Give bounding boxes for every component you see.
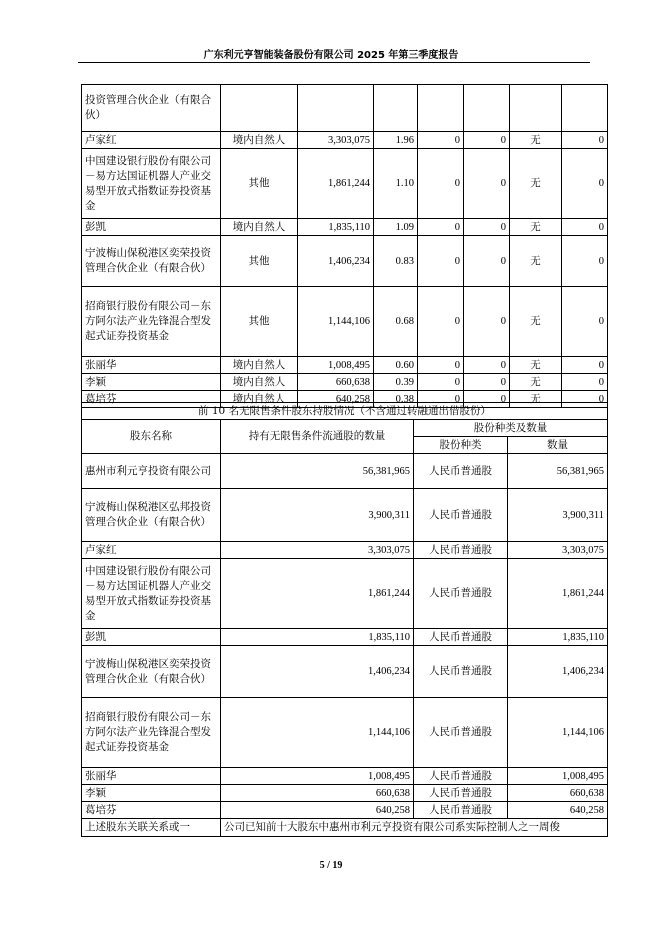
shareholder-nature: 其他 — [221, 287, 298, 357]
unrestricted-qty: 56,381,965 — [221, 454, 414, 489]
relation-row — [82, 819, 608, 837]
shareholder-name: 张丽华 — [82, 768, 221, 785]
pledge-count: 0 — [562, 357, 608, 374]
holding-percent: 1.10 — [374, 149, 418, 219]
table-title: 前 10 名无限售条件股东持股情况（不含通过转融通出借股份） — [82, 403, 608, 420]
pledged-shares: 0 — [464, 149, 510, 219]
col-header-class: 股份种类 — [414, 437, 508, 454]
shareholder-name: 招商银行股份有限公司－东方阿尔法产业先锋混合型发起式证券投资基金 — [82, 698, 221, 768]
shareholder-name: 中国建设银行股份有限公司－易方达国证机器人产业交易型开放式指数证券投资基金 — [82, 559, 221, 629]
share-class: 人民币普通股 — [414, 629, 508, 646]
pledge-count: 0 — [562, 132, 608, 149]
shares-held: 1,861,244 — [298, 149, 374, 219]
shareholder-nature: 境内自然人 — [221, 132, 298, 149]
pledge-count: 0 — [562, 287, 608, 357]
pledge-status: 无 — [510, 391, 562, 408]
header-rule — [78, 62, 590, 63]
share-amount: 3,303,075 — [508, 542, 608, 559]
shareholder-name: 宁波梅山保税港区奕荣投资管理合伙企业（有限合伙） — [82, 236, 221, 287]
unrestricted-qty: 660,638 — [221, 785, 414, 802]
unrestricted-qty: 640,258 — [221, 802, 414, 819]
share-class: 人民币普通股 — [414, 802, 508, 819]
shareholder-nature: 其他 — [221, 236, 298, 287]
pledge-status: 无 — [510, 357, 562, 374]
share-amount: 3,900,311 — [508, 489, 608, 542]
table-row — [82, 542, 608, 559]
shares-held: 660,638 — [298, 374, 374, 391]
holding-percent: 0.38 — [374, 391, 418, 408]
shareholder-name: 彭凯 — [82, 219, 221, 236]
unrestricted-qty: 1,144,106 — [221, 698, 414, 768]
restricted-shares: 0 — [418, 357, 464, 374]
shares-held: 1,835,110 — [298, 219, 374, 236]
pledged-shares: 0 — [464, 374, 510, 391]
share-class: 人民币普通股 — [414, 489, 508, 542]
pledge-count: 0 — [562, 391, 608, 408]
share-class: 人民币普通股 — [414, 785, 508, 802]
restricted-shares: 0 — [418, 149, 464, 219]
shareholder-name: 宁波梅山保税港区奕荣投资管理合伙企业（有限合伙） — [82, 646, 221, 698]
share-class: 人民币普通股 — [414, 698, 508, 768]
share-class: 人民币普通股 — [414, 542, 508, 559]
shareholder-name: 宁波梅山保税港区弘邦投资管理合伙企业（有限合伙） — [82, 489, 221, 542]
holding-percent: 0.39 — [374, 374, 418, 391]
shareholder-nature — [221, 85, 298, 132]
table-row — [82, 374, 608, 391]
table-row — [82, 357, 608, 374]
shareholder-name: 投资管理合伙企业（有限合伙） — [82, 85, 221, 132]
page-number: 5 / 19 — [319, 860, 343, 871]
holding-percent: 0.83 — [374, 236, 418, 287]
pledge-count: 0 — [562, 149, 608, 219]
pledge-count: 0 — [562, 374, 608, 391]
table-row — [82, 132, 608, 149]
shareholder-name: 卢家红 — [82, 542, 221, 559]
shareholder-name: 葛培芬 — [82, 802, 221, 819]
shares-held: 1,406,234 — [298, 236, 374, 287]
unrestricted-qty: 3,900,311 — [221, 489, 414, 542]
share-amount: 1,861,244 — [508, 559, 608, 629]
share-amount: 56,381,965 — [508, 454, 608, 489]
restricted-shares: 0 — [418, 236, 464, 287]
col-header-amount: 数量 — [508, 437, 608, 454]
share-amount: 640,258 — [508, 802, 608, 819]
restricted-shares: 0 — [418, 374, 464, 391]
shares-held: 640,258 — [298, 391, 374, 408]
shareholder-nature: 境内自然人 — [221, 391, 298, 408]
shareholder-nature: 境内自然人 — [221, 219, 298, 236]
share-amount: 660,638 — [508, 785, 608, 802]
unrestricted-qty: 1,008,495 — [221, 768, 414, 785]
table-row — [82, 85, 608, 132]
col-header-qty: 持有无限售条件流通股的数量 — [221, 420, 414, 454]
pledge-status: 无 — [510, 374, 562, 391]
shareholder-name: 卢家红 — [82, 132, 221, 149]
restricted-shares: 0 — [418, 391, 464, 408]
table-row — [82, 646, 608, 698]
pledged-shares: 0 — [464, 287, 510, 357]
table-row — [82, 768, 608, 785]
share-class: 人民币普通股 — [414, 454, 508, 489]
restricted-shares: 0 — [418, 132, 464, 149]
holding-percent: 0.60 — [374, 357, 418, 374]
table-row — [82, 454, 608, 489]
share-amount: 1,008,495 — [508, 768, 608, 785]
pledged-shares: 0 — [464, 236, 510, 287]
share-amount: 1,835,110 — [508, 629, 608, 646]
table-row — [82, 802, 608, 819]
page-header: 广东利元亨智能装备股份有限公司 2025 年第三季度报告 — [203, 50, 459, 61]
shareholder-name: 李颖 — [82, 785, 221, 802]
shares-held: 1,144,106 — [298, 287, 374, 357]
unrestricted-qty: 1,406,234 — [221, 646, 414, 698]
pledge-count — [562, 85, 608, 132]
holding-percent — [374, 85, 418, 132]
holding-percent: 0.68 — [374, 287, 418, 357]
shares-held: 3,303,075 — [298, 132, 374, 149]
shares-held: 1,008,495 — [298, 357, 374, 374]
pledged-shares: 0 — [464, 132, 510, 149]
table-row — [82, 149, 608, 219]
relation-label: 上述股东关联关系或一 — [82, 819, 221, 837]
pledged-shares: 0 — [464, 219, 510, 236]
table-row — [82, 287, 608, 357]
pledged-shares: 0 — [464, 357, 510, 374]
restricted-shares: 0 — [418, 219, 464, 236]
col-header-class-group: 股份种类及数量 — [414, 420, 608, 437]
table-row — [82, 785, 608, 802]
shareholder-nature: 境内自然人 — [221, 374, 298, 391]
pledge-count: 0 — [562, 236, 608, 287]
top-shareholder-table — [81, 84, 608, 408]
share-amount: 1,406,234 — [508, 646, 608, 698]
relation-text: 公司已知前十大股东中惠州市利元亨投资有限公司系实际控制人之一周俊 — [221, 819, 608, 837]
table-row — [82, 489, 608, 542]
pledge-status: 无 — [510, 219, 562, 236]
shares-held — [298, 85, 374, 132]
restricted-shares: 0 — [418, 287, 464, 357]
shareholder-nature: 其他 — [221, 149, 298, 219]
pledged-shares: 0 — [464, 391, 510, 408]
unrestricted-shareholder-table — [81, 402, 608, 837]
table-row — [82, 698, 608, 768]
restricted-shares — [418, 85, 464, 132]
shareholder-name: 张丽华 — [82, 357, 221, 374]
shareholder-name: 李颖 — [82, 374, 221, 391]
shareholder-name: 招商银行股份有限公司－东方阿尔法产业先锋混合型发起式证券投资基金 — [82, 287, 221, 357]
share-class: 人民币普通股 — [414, 559, 508, 629]
share-amount: 1,144,106 — [508, 698, 608, 768]
share-class: 人民币普通股 — [414, 646, 508, 698]
table-row — [82, 629, 608, 646]
pledge-status: 无 — [510, 132, 562, 149]
pledged-shares — [464, 85, 510, 132]
pledge-status: 无 — [510, 149, 562, 219]
shareholder-name: 彭凯 — [82, 629, 221, 646]
shareholder-name: 葛培芬 — [82, 391, 221, 408]
table-row — [82, 559, 608, 629]
pledge-status: 无 — [510, 236, 562, 287]
pledge-status — [510, 85, 562, 132]
unrestricted-qty: 1,861,244 — [221, 559, 414, 629]
header-row — [82, 420, 608, 437]
shareholder-nature: 境内自然人 — [221, 357, 298, 374]
unrestricted-qty: 3,303,075 — [221, 542, 414, 559]
col-header-name: 股东名称 — [82, 420, 221, 454]
table-row — [82, 236, 608, 287]
pledge-count: 0 — [562, 219, 608, 236]
table-row — [82, 219, 608, 236]
holding-percent: 1.96 — [374, 132, 418, 149]
shareholder-name: 惠州市利元亨投资有限公司 — [82, 454, 221, 489]
holding-percent: 1.09 — [374, 219, 418, 236]
shareholder-name: 中国建设银行股份有限公司－易方达国证机器人产业交易型开放式指数证券投资基金 — [82, 149, 221, 219]
unrestricted-qty: 1,835,110 — [221, 629, 414, 646]
table-title-row — [82, 403, 608, 420]
pledge-status: 无 — [510, 287, 562, 357]
share-class: 人民币普通股 — [414, 768, 508, 785]
